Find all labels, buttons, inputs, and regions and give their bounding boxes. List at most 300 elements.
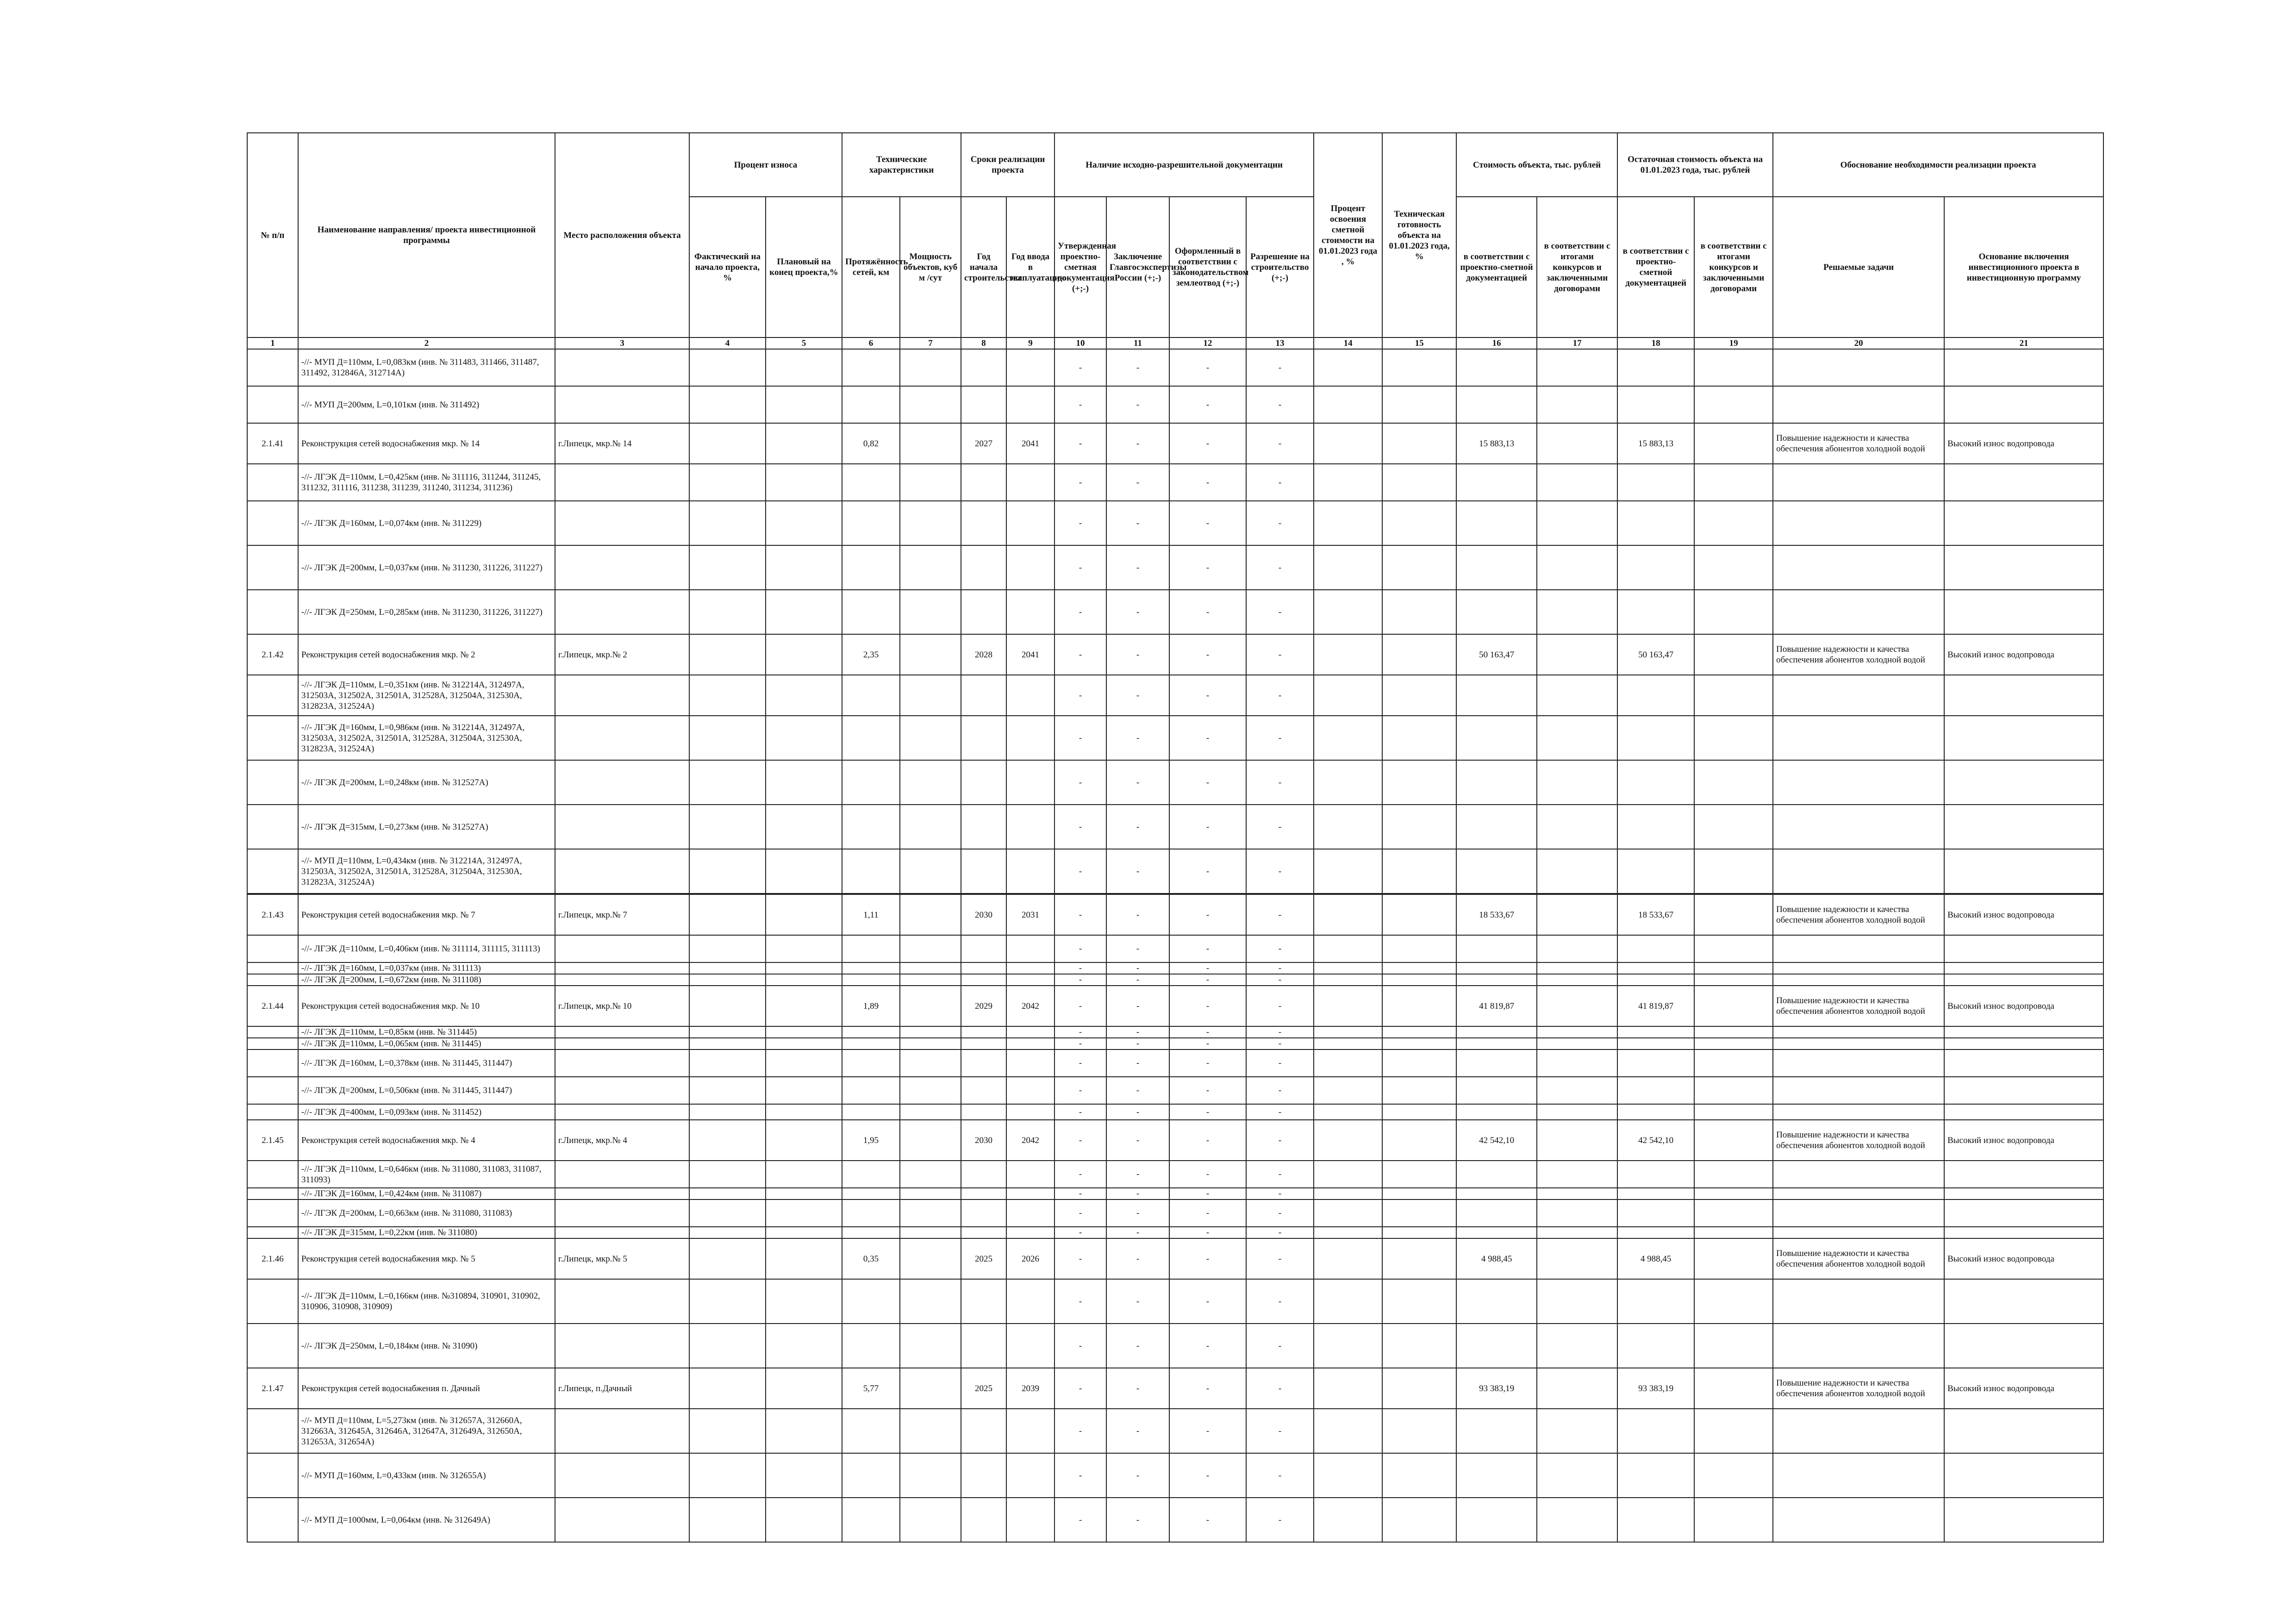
inclusion-basis-cell [1944, 935, 2103, 962]
column-number: 18 [1617, 337, 1694, 349]
cost-psd-cell [1456, 849, 1537, 894]
residual-contracts-cell [1694, 986, 1773, 1026]
cost-psd-cell [1456, 1077, 1537, 1104]
tech-readiness-cell [1382, 1199, 1456, 1227]
subitem-row [247, 935, 2103, 962]
percent-spent-cell [1314, 1279, 1382, 1324]
row-number [247, 1104, 298, 1120]
expertise-cell: - [1106, 1227, 1169, 1238]
length-cell [842, 545, 900, 590]
wear-actual-cell [689, 1049, 766, 1077]
row-name: -//- ЛГЭК Д=160мм, L=0,986км (инв. № 312214А, 312497А, 312503А, 312502А, 312501А, 312528А, 312504А, 312530А, 312823А, 312524А) [298, 716, 555, 760]
start-year-cell [961, 716, 1006, 760]
capacity-cell [900, 1120, 961, 1161]
residual-psd-cell [1617, 962, 1694, 974]
cost-psd-cell [1456, 1104, 1537, 1120]
build-permit-cell: - [1246, 962, 1314, 974]
capacity-cell [900, 545, 961, 590]
residual-psd-cell [1617, 501, 1694, 545]
land-allotment-cell: - [1169, 545, 1246, 590]
column-number: 12 [1169, 337, 1246, 349]
residual-psd-cell [1617, 849, 1694, 894]
wear-actual-cell [689, 962, 766, 974]
percent-spent-cell [1314, 1498, 1382, 1542]
approved-docs-cell: - [1054, 423, 1106, 464]
column-number: 16 [1456, 337, 1537, 349]
wear-planned-cell [766, 464, 842, 501]
approved-docs-cell: - [1054, 1038, 1106, 1049]
residual-contracts-cell [1694, 1498, 1773, 1542]
tech-readiness-cell [1382, 1498, 1456, 1542]
cost-psd-cell [1456, 545, 1537, 590]
tech-readiness-cell [1382, 805, 1456, 849]
wear-planned-cell [766, 1161, 842, 1188]
wear-actual-cell [689, 894, 766, 935]
row-number [247, 1049, 298, 1077]
capacity-cell [900, 894, 961, 935]
approved-docs-cell: - [1054, 935, 1106, 962]
wear-actual-cell [689, 634, 766, 675]
percent-spent-cell [1314, 894, 1382, 935]
build-permit-cell: - [1246, 1409, 1314, 1453]
expertise-cell: - [1106, 1077, 1169, 1104]
subitem-row [247, 386, 2103, 423]
tech-readiness-cell [1382, 1077, 1456, 1104]
wear-actual-cell [689, 501, 766, 545]
project-row [247, 1238, 2103, 1279]
approved-docs-cell: - [1054, 1077, 1106, 1104]
residual-psd-cell [1617, 1199, 1694, 1227]
percent-spent-cell [1314, 675, 1382, 716]
tasks-cell: Повышение надежности и качества обеспечения абонентов холодной водой [1773, 1120, 1944, 1161]
expertise-cell: - [1106, 1279, 1169, 1324]
wear-actual-cell [689, 1409, 766, 1453]
length-cell [842, 935, 900, 962]
row-name: -//- ЛГЭК Д=315мм, L=0,22км (инв. № 311080) [298, 1227, 555, 1238]
cost-psd-cell [1456, 974, 1537, 986]
wear-actual-cell [689, 545, 766, 590]
wear-actual-cell [689, 1453, 766, 1498]
project-row [247, 986, 2103, 1026]
capacity-cell [900, 675, 961, 716]
approved-docs-cell: - [1054, 464, 1106, 501]
start-year-cell [961, 805, 1006, 849]
capacity-cell [900, 1199, 961, 1227]
cost-contracts-cell [1537, 590, 1617, 634]
residual-psd-cell [1617, 1038, 1694, 1049]
wear-actual-cell [689, 760, 766, 805]
subitem-row [247, 1453, 2103, 1498]
row-name: Реконструкция сетей водоснабжения п. Дачный [298, 1368, 555, 1409]
project-row [247, 423, 2103, 464]
tech-readiness-cell [1382, 1453, 1456, 1498]
length-cell [842, 501, 900, 545]
cost-contracts-cell [1537, 1161, 1617, 1188]
approved-docs-cell: - [1054, 1238, 1106, 1279]
land-allotment-cell: - [1169, 805, 1246, 849]
inclusion-basis-cell [1944, 1026, 2103, 1038]
capacity-cell [900, 634, 961, 675]
residual-psd-cell [1617, 716, 1694, 760]
cost-psd-cell: 50 163,47 [1456, 634, 1537, 675]
row-number [247, 962, 298, 974]
subitem-row [247, 974, 2103, 986]
wear-planned-cell [766, 1453, 842, 1498]
cost-psd-cell [1456, 1324, 1537, 1368]
wear-actual-cell [689, 716, 766, 760]
residual-contracts-cell [1694, 1026, 1773, 1038]
subitem-row [247, 1104, 2103, 1120]
row-number [247, 501, 298, 545]
capacity-cell [900, 1324, 961, 1368]
cost-contracts-cell [1537, 1120, 1617, 1161]
cost-contracts-cell [1537, 349, 1617, 386]
start-year-cell [961, 675, 1006, 716]
tech-readiness-cell [1382, 849, 1456, 894]
row-name: -//- ЛГЭК Д=200мм, L=0,672км (инв. № 311108) [298, 974, 555, 986]
expertise-cell: - [1106, 349, 1169, 386]
row-number [247, 386, 298, 423]
percent-spent-cell [1314, 1026, 1382, 1038]
length-cell [842, 464, 900, 501]
commission-year-cell [1006, 1279, 1054, 1324]
tech-readiness-cell [1382, 349, 1456, 386]
start-year-cell [961, 1227, 1006, 1238]
cost-contracts-cell [1537, 1038, 1617, 1049]
wear-planned-cell [766, 962, 842, 974]
commission-year-cell [1006, 962, 1054, 974]
row-name: -//- ЛГЭК Д=400мм, L=0,093км (инв. № 311452) [298, 1104, 555, 1120]
inclusion-basis-cell [1944, 716, 2103, 760]
column-number: 6 [842, 337, 900, 349]
expertise-cell: - [1106, 1049, 1169, 1077]
land-allotment-cell: - [1169, 1409, 1246, 1453]
capacity-cell [900, 386, 961, 423]
wear-actual-cell [689, 986, 766, 1026]
tasks-cell [1773, 464, 1944, 501]
inclusion-basis-cell: Высокий износ водопровода [1944, 1238, 2103, 1279]
build-permit-cell: - [1246, 1199, 1314, 1227]
capacity-cell [900, 935, 961, 962]
approved-docs-cell: - [1054, 1104, 1106, 1120]
header-cost-contracts: в соответствии с итогами конкурсов и заключенными договорами [1537, 197, 1617, 337]
start-year-cell: 2025 [961, 1368, 1006, 1409]
build-permit-cell: - [1246, 935, 1314, 962]
cost-contracts-cell [1537, 805, 1617, 849]
tasks-cell [1773, 1409, 1944, 1453]
row-name: -//- МУП Д=1000мм, L=0,064км (инв. № 312649А) [298, 1498, 555, 1542]
start-year-cell [961, 1049, 1006, 1077]
approved-docs-cell: - [1054, 1199, 1106, 1227]
subitem-row [247, 1498, 2103, 1542]
inclusion-basis-cell: Высокий износ водопровода [1944, 634, 2103, 675]
expertise-cell: - [1106, 805, 1169, 849]
expertise-cell: - [1106, 423, 1169, 464]
tech-readiness-cell [1382, 1409, 1456, 1453]
cost-psd-cell: 4 988,45 [1456, 1238, 1537, 1279]
row-number [247, 1227, 298, 1238]
percent-spent-cell [1314, 545, 1382, 590]
capacity-cell [900, 1104, 961, 1120]
header-number: № п/п [247, 133, 298, 337]
tech-readiness-cell [1382, 1324, 1456, 1368]
residual-contracts-cell [1694, 675, 1773, 716]
tech-readiness-cell [1382, 974, 1456, 986]
row-name: -//- ЛГЭК Д=110мм, L=0,646км (инв. № 311080, 311083, 311087, 311093) [298, 1161, 555, 1188]
capacity-cell [900, 1368, 961, 1409]
commission-year-cell [1006, 1161, 1054, 1188]
percent-spent-cell [1314, 1049, 1382, 1077]
wear-actual-cell [689, 1238, 766, 1279]
subitem-row [247, 849, 2103, 894]
capacity-cell [900, 349, 961, 386]
residual-psd-cell [1617, 1498, 1694, 1542]
approved-docs-cell: - [1054, 1453, 1106, 1498]
row-number [247, 590, 298, 634]
inclusion-basis-cell [1944, 1279, 2103, 1324]
build-permit-cell: - [1246, 805, 1314, 849]
cost-contracts-cell [1537, 935, 1617, 962]
land-allotment-cell: - [1169, 894, 1246, 935]
row-number [247, 1038, 298, 1049]
row-location [555, 1409, 689, 1453]
approved-docs-cell: - [1054, 1324, 1106, 1368]
row-location [555, 849, 689, 894]
wear-planned-cell [766, 760, 842, 805]
capacity-cell [900, 501, 961, 545]
build-permit-cell: - [1246, 1104, 1314, 1120]
tech-readiness-cell [1382, 675, 1456, 716]
commission-year-cell [1006, 1227, 1054, 1238]
percent-spent-cell [1314, 986, 1382, 1026]
approved-docs-cell: - [1054, 1188, 1106, 1199]
capacity-cell [900, 590, 961, 634]
wear-actual-cell [689, 1279, 766, 1324]
cost-psd-cell [1456, 349, 1537, 386]
wear-actual-cell [689, 386, 766, 423]
header-land-allotment: Оформленный в соответствии с законодательством землеотвод (+;-) [1169, 197, 1246, 337]
cost-psd-cell [1456, 716, 1537, 760]
column-number: 3 [555, 337, 689, 349]
row-location [555, 760, 689, 805]
length-cell [842, 962, 900, 974]
approved-docs-cell: - [1054, 1279, 1106, 1324]
start-year-cell [961, 1324, 1006, 1368]
start-year-cell [961, 1104, 1006, 1120]
residual-psd-cell: 41 819,87 [1617, 986, 1694, 1026]
subitem-row [247, 1279, 2103, 1324]
row-location: г.Липецк, п.Дачный [555, 1368, 689, 1409]
land-allotment-cell: - [1169, 1227, 1246, 1238]
residual-contracts-cell [1694, 349, 1773, 386]
inclusion-basis-cell [1944, 590, 2103, 634]
start-year-cell [961, 1188, 1006, 1199]
wear-actual-cell [689, 1161, 766, 1188]
land-allotment-cell: - [1169, 1077, 1246, 1104]
build-permit-cell: - [1246, 386, 1314, 423]
row-number: 2.1.47 [247, 1368, 298, 1409]
capacity-cell [900, 1279, 961, 1324]
subitem-row [247, 1038, 2103, 1049]
column-number: 15 [1382, 337, 1456, 349]
start-year-cell [961, 1199, 1006, 1227]
commission-year-cell [1006, 974, 1054, 986]
start-year-cell [961, 962, 1006, 974]
row-location [555, 716, 689, 760]
residual-psd-cell: 18 533,67 [1617, 894, 1694, 935]
cost-psd-cell [1456, 1188, 1537, 1199]
tasks-cell [1773, 1227, 1944, 1238]
expertise-cell: - [1106, 760, 1169, 805]
inclusion-basis-cell [1944, 1104, 2103, 1120]
inclusion-basis-cell [1944, 1498, 2103, 1542]
expertise-cell: - [1106, 1161, 1169, 1188]
build-permit-cell: - [1246, 590, 1314, 634]
cost-psd-cell [1456, 501, 1537, 545]
subitem-row [247, 590, 2103, 634]
land-allotment-cell: - [1169, 1188, 1246, 1199]
percent-spent-cell [1314, 1120, 1382, 1161]
capacity-cell [900, 962, 961, 974]
row-location: г.Липецк, мкр.№ 7 [555, 894, 689, 935]
residual-psd-cell [1617, 1049, 1694, 1077]
wear-planned-cell [766, 1238, 842, 1279]
land-allotment-cell: - [1169, 986, 1246, 1026]
residual-contracts-cell [1694, 1409, 1773, 1453]
tasks-cell [1773, 1199, 1944, 1227]
percent-spent-cell [1314, 1038, 1382, 1049]
approved-docs-cell: - [1054, 1227, 1106, 1238]
commission-year-cell [1006, 464, 1054, 501]
cost-psd-cell [1456, 1038, 1537, 1049]
commission-year-cell: 2039 [1006, 1368, 1054, 1409]
subitem-row [247, 1227, 2103, 1238]
residual-contracts-cell [1694, 805, 1773, 849]
residual-psd-cell [1617, 1104, 1694, 1120]
length-cell [842, 974, 900, 986]
approved-docs-cell: - [1054, 545, 1106, 590]
percent-spent-cell [1314, 1324, 1382, 1368]
cost-contracts-cell [1537, 1453, 1617, 1498]
capacity-cell [900, 1026, 961, 1038]
header-project-name: Наименование направления/ проекта инвестиционной программы [298, 133, 555, 337]
inclusion-basis-cell [1944, 545, 2103, 590]
approved-docs-cell: - [1054, 805, 1106, 849]
commission-year-cell [1006, 1104, 1054, 1120]
wear-actual-cell [689, 349, 766, 386]
tasks-cell [1773, 1453, 1944, 1498]
inclusion-basis-cell [1944, 1199, 2103, 1227]
cost-psd-cell [1456, 464, 1537, 501]
row-number [247, 1077, 298, 1104]
approved-docs-cell: - [1054, 986, 1106, 1026]
build-permit-cell: - [1246, 760, 1314, 805]
header-capacity: Мощность объектов, куб м /сут [900, 197, 961, 337]
expertise-cell: - [1106, 1368, 1169, 1409]
percent-spent-cell [1314, 1453, 1382, 1498]
row-location [555, 1227, 689, 1238]
wear-planned-cell [766, 590, 842, 634]
capacity-cell [900, 1498, 961, 1542]
wear-actual-cell [689, 1120, 766, 1161]
row-location [555, 675, 689, 716]
wear-planned-cell [766, 1498, 842, 1542]
build-permit-cell: - [1246, 1324, 1314, 1368]
commission-year-cell [1006, 590, 1054, 634]
cost-contracts-cell [1537, 1104, 1617, 1120]
tech-readiness-cell [1382, 386, 1456, 423]
residual-contracts-cell [1694, 590, 1773, 634]
wear-planned-cell [766, 974, 842, 986]
land-allotment-cell: - [1169, 675, 1246, 716]
row-number [247, 545, 298, 590]
wear-actual-cell [689, 1498, 766, 1542]
header-residual-psd: в соответствии с проектно-сметной документацией [1617, 197, 1694, 337]
commission-year-cell: 2041 [1006, 634, 1054, 675]
inclusion-basis-cell [1944, 675, 2103, 716]
subitem-row [247, 349, 2103, 386]
row-location [555, 1199, 689, 1227]
wear-actual-cell [689, 423, 766, 464]
approved-docs-cell: - [1054, 760, 1106, 805]
tasks-cell [1773, 974, 1944, 986]
subitem-row [247, 1049, 2103, 1077]
row-name: Реконструкция сетей водоснабжения мкр. № 7 [298, 894, 555, 935]
commission-year-cell [1006, 1498, 1054, 1542]
row-name: Реконструкция сетей водоснабжения мкр. № 14 [298, 423, 555, 464]
row-number [247, 1026, 298, 1038]
residual-contracts-cell [1694, 974, 1773, 986]
residual-contracts-cell [1694, 386, 1773, 423]
tasks-cell [1773, 386, 1944, 423]
approved-docs-cell: - [1054, 894, 1106, 935]
residual-psd-cell [1617, 590, 1694, 634]
row-name: -//- ЛГЭК Д=250мм, L=0,184км (инв. № 31090) [298, 1324, 555, 1368]
tech-readiness-cell [1382, 464, 1456, 501]
length-cell [842, 1104, 900, 1120]
cost-contracts-cell [1537, 1279, 1617, 1324]
approved-docs-cell: - [1054, 1161, 1106, 1188]
percent-spent-cell [1314, 590, 1382, 634]
tasks-cell [1773, 1324, 1944, 1368]
subitem-row [247, 1409, 2103, 1453]
land-allotment-cell: - [1169, 1120, 1246, 1161]
expertise-cell: - [1106, 962, 1169, 974]
commission-year-cell [1006, 1324, 1054, 1368]
length-cell [842, 1049, 900, 1077]
build-permit-cell: - [1246, 894, 1314, 935]
residual-contracts-cell [1694, 1077, 1773, 1104]
wear-planned-cell [766, 1199, 842, 1227]
build-permit-cell: - [1246, 1188, 1314, 1199]
commission-year-cell [1006, 1077, 1054, 1104]
tasks-cell [1773, 545, 1944, 590]
length-cell [842, 1161, 900, 1188]
residual-contracts-cell [1694, 1279, 1773, 1324]
percent-spent-cell [1314, 1238, 1382, 1279]
tech-readiness-cell [1382, 634, 1456, 675]
row-number [247, 760, 298, 805]
build-permit-cell: - [1246, 849, 1314, 894]
commission-year-cell [1006, 1188, 1054, 1199]
wear-actual-cell [689, 1188, 766, 1199]
expertise-cell: - [1106, 1188, 1169, 1199]
expertise-cell: - [1106, 634, 1169, 675]
cost-psd-cell [1456, 1049, 1537, 1077]
land-allotment-cell: - [1169, 1038, 1246, 1049]
cost-contracts-cell [1537, 760, 1617, 805]
row-number [247, 1453, 298, 1498]
